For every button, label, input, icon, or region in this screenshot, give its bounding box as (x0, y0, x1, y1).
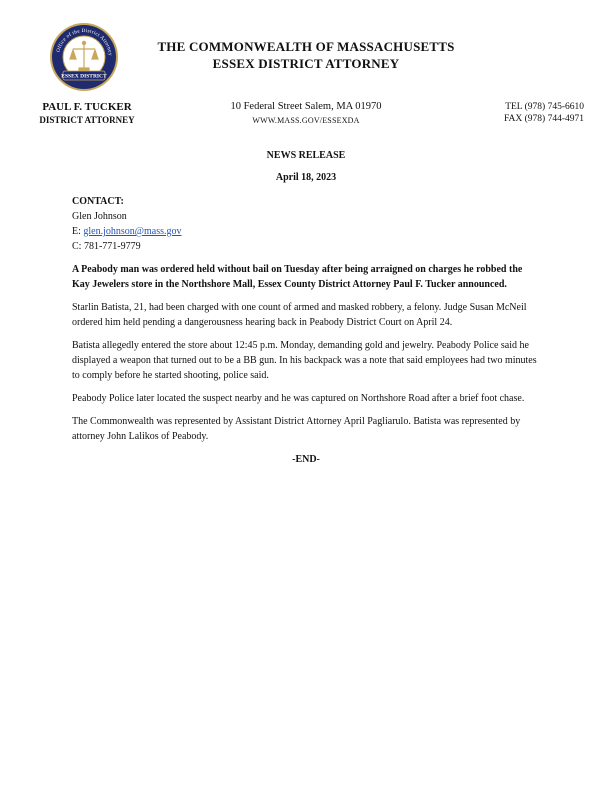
contact-name: Glen Johnson (72, 211, 127, 222)
fax: FAX (978) 744-4971 (503, 114, 584, 124)
contact-email-line (72, 224, 540, 239)
website-link[interactable]: WWW.MASS.GOV/ESSEXDA (252, 116, 360, 125)
release-body (72, 194, 540, 467)
da-block (24, 101, 150, 125)
da-title: DISTRICT ATTORNEY (39, 115, 135, 125)
contact-label: CONTACT: (72, 196, 124, 207)
paragraph-charges: Starlin Batista, 21, had been charged with one count of armed and masked robbery, a felony. Judge Susan McNeil ordered him held pending a dangerousness hearing back in Peabody District Court on April 24. (72, 302, 527, 328)
seal-ring-text: Office of the District Attorney (55, 27, 114, 57)
paragraph-capture: Peabody Police later located the suspect nearby and he was captured on Northshore Road after a brief foot chase. (72, 393, 525, 404)
contact-phone: C: 781-771-9779 (72, 241, 141, 252)
da-name: PAUL F. TUCKER (42, 101, 132, 113)
paragraph-representation: The Commonwealth was represented by Assistant District Attorney April Pagliarulo. Batista was represented by attorney John Lalikos of Peabody. (72, 416, 521, 442)
contact-block (72, 194, 540, 254)
letterhead-office: ESSEX DISTRICT ATTORNEY (212, 56, 400, 71)
telephone: TEL (978) 745-6610 (505, 102, 584, 112)
phone-block (470, 101, 584, 125)
seal-banner-text: ESSEX DISTRICT (61, 73, 107, 80)
news-release-heading: NEWS RELEASE (266, 150, 346, 161)
end-marker: -END- (292, 454, 320, 465)
district-attorney-seal (49, 22, 119, 92)
contact-email-link[interactable]: glen.johnson@mass.gov (83, 226, 182, 237)
email-prefix: E: (72, 226, 84, 237)
letterhead-commonwealth: THE COMMONWEALTH OF MASSACHUSETTS (157, 39, 455, 54)
paragraph-incident: Batista allegedly entered the store about 12:45 p.m. Monday, demanding gold and jewelry. Peabody Police said he displayed a weapon that turned out to be a BB gun. In his backpack was a note that said employees had two minutes to comply before he started shooting, police said. (72, 340, 537, 381)
street-address: 10 Federal Street Salem, MA 01970 (230, 101, 382, 112)
seal-graphic (49, 22, 119, 92)
lead-paragraph: A Peabody man was ordered held without bail on Tuesday after being arraigned on charges he robbed the Kay Jewelers store in the Northshore Mall, Essex County District Attorney Paul F. Tucker announced. (72, 264, 523, 290)
release-date: April 18, 2023 (275, 172, 337, 183)
address-block (190, 101, 422, 125)
